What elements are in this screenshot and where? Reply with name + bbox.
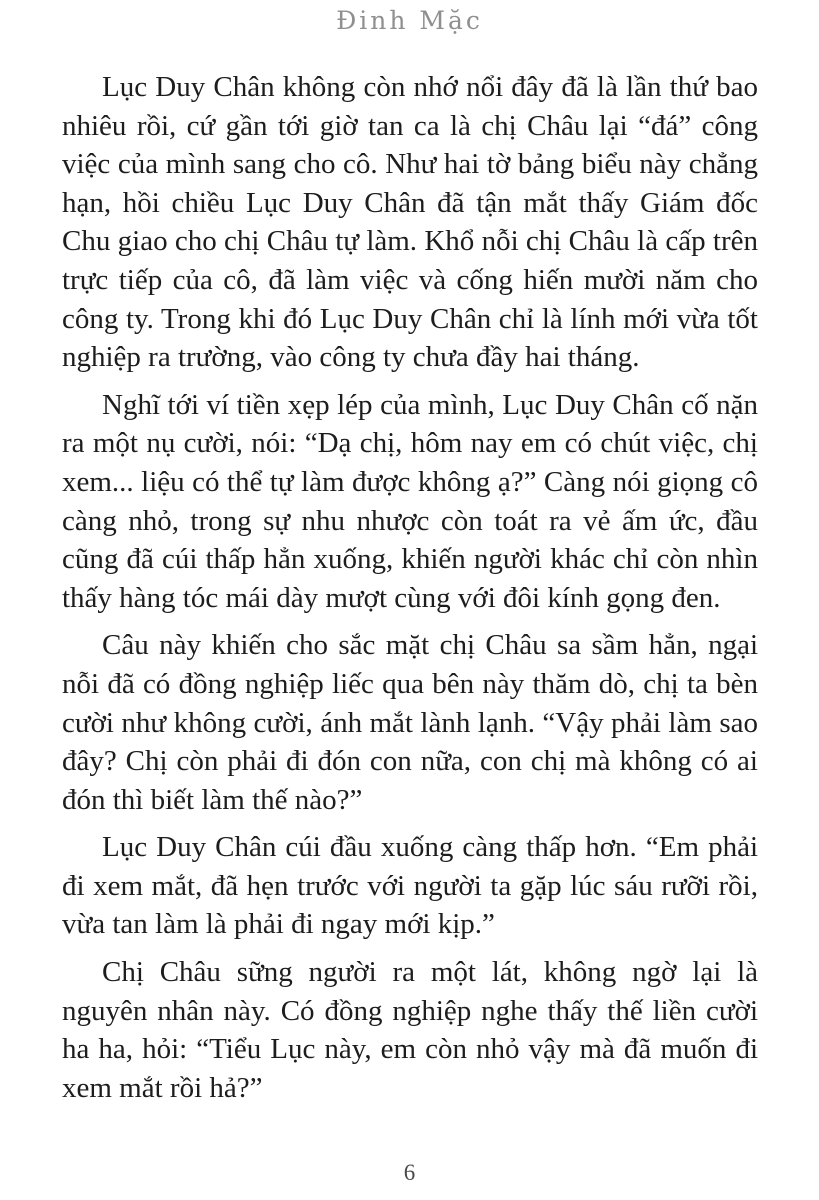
- page-number: 6: [403, 1160, 416, 1185]
- running-head-author: Đinh Mặc: [336, 6, 483, 35]
- paragraph: Lục Duy Chân cúi đầu xuống càng thấp hơn. “Em phải đi xem mắt, đã hẹn trước với người ta gặp lúc sáu rưỡi rồi, vừa tan làm là phải đi ngay mới kịp.”: [62, 831, 758, 941]
- paragraph: Lục Duy Chân không còn nhớ nổi đây đã là lần thứ bao nhiêu rồi, cứ gần tới giờ tan ca là chị Châu lại “đá” công việc của mình sang cho cô. Như hai tờ bảng biểu này chẳng hạn, hồi chiều Lục Duy Chân đã tận mắt thấy Giám đốc Chu giao cho chị Châu tự làm. Khổ nỗi chị Châu là cấp trên trực tiếp của cô, đã làm việc và cống hiến mười năm cho công ty. Trong khi đó Lục Duy Chân chỉ là lính mới vừa tốt nghiệp ra trường, vào công ty chưa đầy hai tháng.: [62, 71, 758, 374]
- paragraph: Chị Châu sững người ra một lát, không ngờ lại là nguyên nhân này. Có đồng nghiệp nghe thấy thế liền cười ha ha, hỏi: “Tiểu Lục này, em còn nhỏ vậy mà đã muốn đi xem mắt rồi hả?”: [62, 956, 758, 1104]
- paragraph: Câu này khiến cho sắc mặt chị Châu sa sầm hẳn, ngại nỗi đã có đồng nghiệp liếc qua bên này thăm dò, chị ta bèn cười như không cười, ánh mắt lành lạnh. “Vậy phải làm sao đây? Chị còn phải đi đón con nữa, con chị mà không có ai đón thì biết làm thế nào?”: [62, 629, 758, 816]
- paragraph: Nghĩ tới ví tiền xẹp lép của mình, Lục Duy Chân cố nặn ra một nụ cười, nói: “Dạ chị, hôm nay em có chút việc, chị xem... liệu có thể tự làm được không ạ?” Càng nói giọng cô càng nhỏ, trong sự nhu nhược còn toát ra vẻ ấm ức, đầu cũng đã cúi thấp hẳn xuống, khiến người khác chỉ còn nhìn thấy hàng tóc mái dày mượt cùng với đôi kính gọng đen.: [62, 388, 758, 614]
- body-text: [62, 68, 758, 1116]
